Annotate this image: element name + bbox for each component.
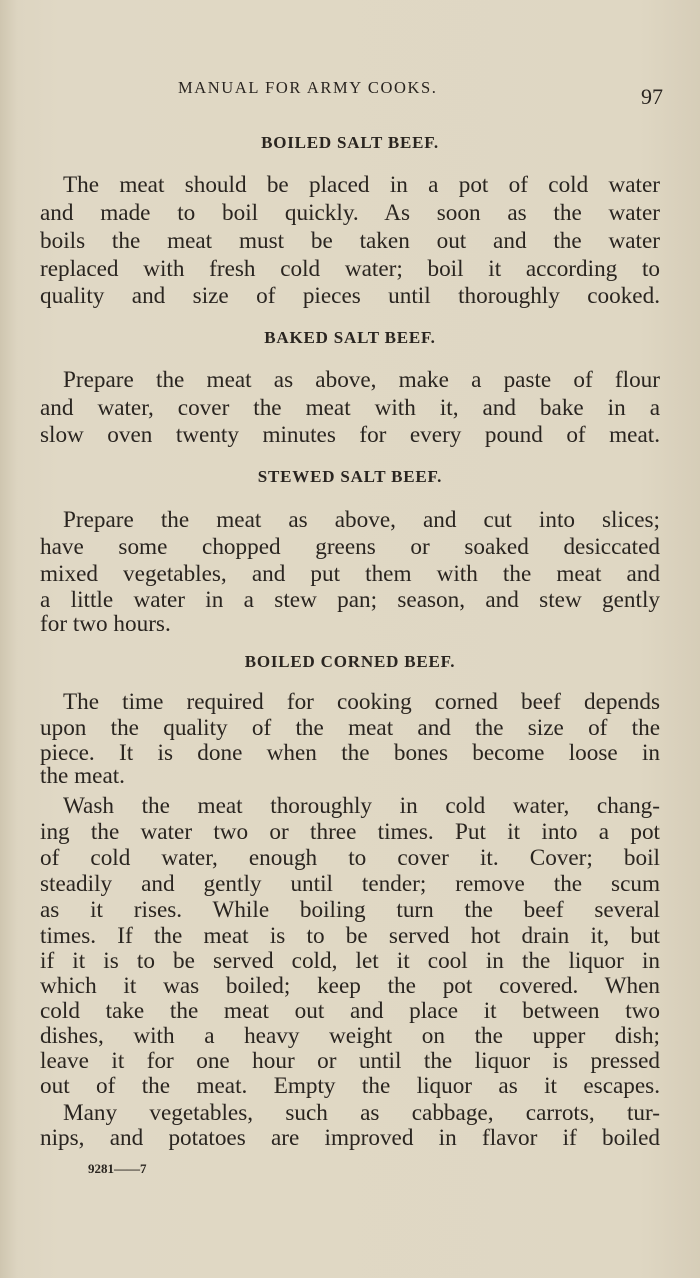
paragraph-line: Prepare the meat as above, make a paste of flour — [63, 367, 660, 393]
paragraph-line: the meat. — [40, 763, 125, 789]
paragraph-line: boils the meat must be taken out and the water — [40, 228, 660, 254]
page-number: 97 — [641, 84, 663, 109]
section-heading-stewed-salt-beef: STEWED SALT BEEF. — [257, 467, 443, 486]
paragraph-line: Many vegetables, such as cabbage, carrots, tur- — [63, 1100, 660, 1126]
running-head: MANUAL FOR ARMY COOKS. — [178, 78, 438, 97]
paragraph-line: and made to boil quickly. As soon as the water — [40, 200, 660, 226]
paragraph-line: for two hours. — [40, 611, 171, 637]
section-heading-boiled-corned-beef: BOILED CORNED BEEF. — [244, 652, 456, 671]
paragraph-line: cold take the meat out and place it between two — [40, 998, 660, 1024]
paragraph-line: leave it for one hour or until the liquor is pressed — [40, 1048, 660, 1074]
paragraph-line: The time required for cooking corned beef depends — [63, 689, 660, 715]
paragraph-line: ing the water two or three times. Put it into a pot — [40, 819, 660, 845]
paragraph-line: dishes, with a heavy weight on the upper dish; — [40, 1023, 660, 1049]
paragraph-line: as it rises. While boiling turn the beef several — [40, 897, 660, 923]
paragraph-line: The meat should be placed in a pot of cold water — [63, 172, 660, 198]
paragraph-line: Prepare the meat as above, and cut into slices; — [63, 507, 660, 533]
paragraph-line: quality and size of pieces until thoroughly cooked. — [40, 283, 660, 309]
paragraph-line: a little water in a stew pan; season, and stew gently — [40, 587, 660, 613]
section-heading-baked-salt-beef: BAKED SALT BEEF. — [264, 328, 436, 347]
paragraph-line: mixed vegetables, and put them with the meat and — [40, 561, 660, 587]
section-heading-boiled-salt-beef: BOILED SALT BEEF. — [261, 133, 439, 152]
paragraph-line: and water, cover the meat with it, and bake in a — [40, 395, 660, 421]
paragraph-line: Wash the meat thoroughly in cold water, chang- — [63, 793, 660, 819]
paragraph-line: nips, and potatoes are improved in flavor if boiled — [40, 1125, 660, 1151]
paragraph-line: replaced with fresh cold water; boil it according to — [40, 256, 660, 282]
paragraph-line: times. If the meat is to be served hot drain it, but — [40, 923, 660, 949]
printer-signature: 9281——7 — [88, 1161, 147, 1176]
paragraph-line: of cold water, enough to cover it. Cover; boil — [40, 845, 660, 871]
paragraph-line: piece. It is done when the bones become loose in — [40, 740, 660, 766]
paragraph-line: if it is to be served cold, let it cool in the liquor in — [40, 948, 660, 974]
paragraph-line: upon the quality of the meat and the size of the — [40, 715, 660, 741]
paragraph-line: out of the meat. Empty the liquor as it escapes. — [40, 1073, 660, 1099]
paragraph-line: which it was boiled; keep the pot covered. When — [40, 973, 660, 999]
paragraph-line: have some chopped greens or soaked desiccated — [40, 534, 660, 560]
paragraph-line: steadily and gently until tender; remove the scum — [40, 871, 660, 897]
paragraph-line: slow oven twenty minutes for every pound of meat. — [40, 422, 660, 448]
